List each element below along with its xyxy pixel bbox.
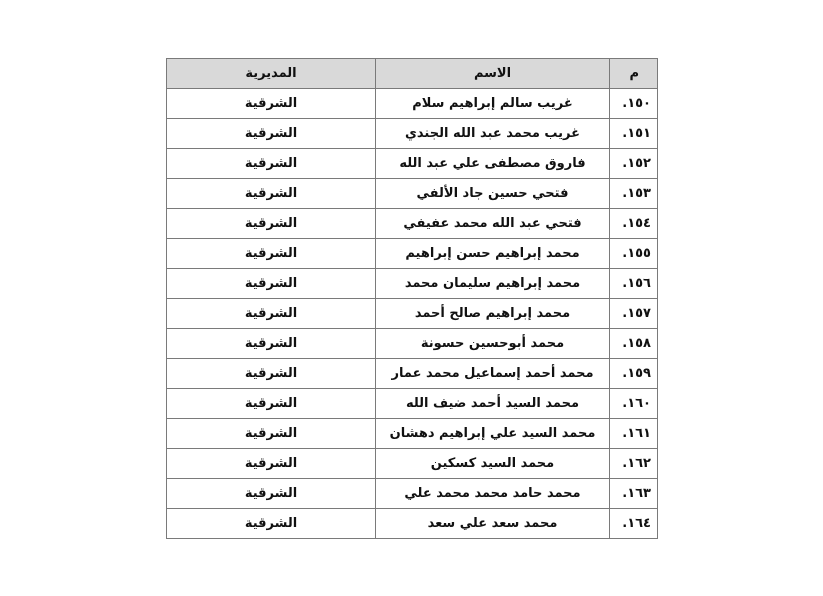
table-row — [167, 269, 658, 299]
table-row — [167, 119, 658, 149]
row-directorate: الشرقية — [167, 389, 376, 419]
row-name: محمد السيد كسكين — [376, 449, 610, 479]
row-number: ١٥٦. — [610, 269, 658, 299]
row-directorate: الشرقية — [167, 419, 376, 449]
row-directorate: الشرقية — [167, 179, 376, 209]
row-directorate: الشرقية — [167, 149, 376, 179]
table-header-row — [167, 59, 658, 89]
row-directorate: الشرقية — [167, 89, 376, 119]
row-number: ١٦٢. — [610, 449, 658, 479]
table-row — [167, 299, 658, 329]
members-table — [166, 58, 658, 539]
row-number: ١٦١. — [610, 419, 658, 449]
table-row — [167, 329, 658, 359]
row-number: ١٦٠. — [610, 389, 658, 419]
row-number: ١٥٩. — [610, 359, 658, 389]
table-body — [167, 89, 658, 539]
row-directorate: الشرقية — [167, 269, 376, 299]
table-row — [167, 179, 658, 209]
row-directorate: الشرقية — [167, 479, 376, 509]
row-name: محمد سعد علي سعد — [376, 509, 610, 539]
row-directorate: الشرقية — [167, 329, 376, 359]
row-name: فاروق مصطفى علي عبد الله — [376, 149, 610, 179]
column-header-number: م — [610, 59, 658, 89]
row-directorate: الشرقية — [167, 359, 376, 389]
row-name: غريب سالم إبراهيم سلام — [376, 89, 610, 119]
row-directorate: الشرقية — [167, 119, 376, 149]
row-number: ١٥٤. — [610, 209, 658, 239]
row-name: محمد السيد أحمد ضيف الله — [376, 389, 610, 419]
row-name: محمد إبراهيم سليمان محمد — [376, 269, 610, 299]
row-number: ١٥٥. — [610, 239, 658, 269]
row-name: فتحي عبد الله محمد عفيفي — [376, 209, 610, 239]
table-row — [167, 209, 658, 239]
row-number: ١٥٨. — [610, 329, 658, 359]
table-row — [167, 89, 658, 119]
table-row — [167, 509, 658, 539]
row-name: غريب محمد عبد الله الجندي — [376, 119, 610, 149]
row-number: ١٥٢. — [610, 149, 658, 179]
row-number: ١٥٧. — [610, 299, 658, 329]
row-name: محمد أحمد إسماعيل محمد عمار — [376, 359, 610, 389]
row-number: ١٥٣. — [610, 179, 658, 209]
row-number: ١٦٤. — [610, 509, 658, 539]
row-name: فتحي حسين جاد الألفي — [376, 179, 610, 209]
table-row — [167, 149, 658, 179]
row-name: محمد السيد علي إبراهيم دهشان — [376, 419, 610, 449]
row-number: ١٥٠. — [610, 89, 658, 119]
row-name: محمد إبراهيم صالح أحمد — [376, 299, 610, 329]
table-row — [167, 479, 658, 509]
row-number: ١٦٣. — [610, 479, 658, 509]
row-directorate: الشرقية — [167, 299, 376, 329]
row-directorate: الشرقية — [167, 449, 376, 479]
table-row — [167, 419, 658, 449]
table-row — [167, 449, 658, 479]
row-directorate: الشرقية — [167, 209, 376, 239]
row-name: محمد حامد محمد محمد علي — [376, 479, 610, 509]
table-row — [167, 239, 658, 269]
row-name: محمد أبوحسين حسونة — [376, 329, 610, 359]
column-header-directorate: المديرية — [167, 59, 376, 89]
row-number: ١٥١. — [610, 119, 658, 149]
row-name: محمد إبراهيم حسن إبراهيم — [376, 239, 610, 269]
row-directorate: الشرقية — [167, 509, 376, 539]
table-row — [167, 389, 658, 419]
table-row — [167, 359, 658, 389]
members-table-container — [166, 58, 657, 539]
column-header-name: الاسم — [376, 59, 610, 89]
row-directorate: الشرقية — [167, 239, 376, 269]
